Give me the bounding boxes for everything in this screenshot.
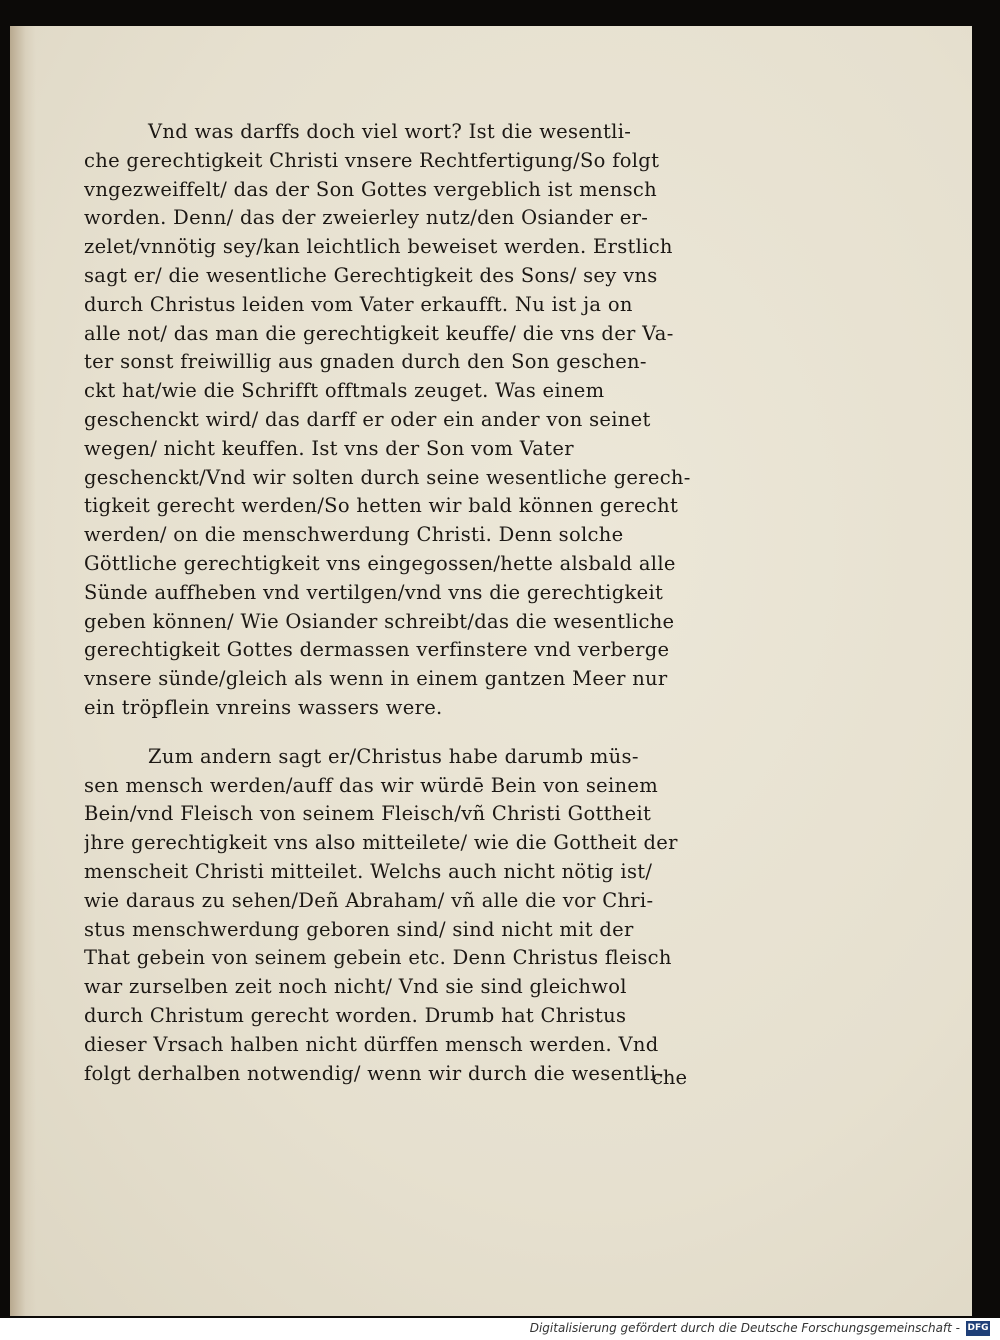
catchword: che [652, 1066, 688, 1089]
paragraph-1 [84, 118, 712, 723]
text-line: sen mensch werden/auff das wir würdē Bein von seinem [84, 773, 659, 797]
text-line: geschenckt/Vnd wir solten durch seine wesentliche gerech- [84, 465, 691, 489]
text-line: durch Christum gerecht worden. Drumb hat Christus [84, 1003, 627, 1027]
text-line: dieser Vrsach halben nicht dürffen mensch werden. Vnd [84, 1032, 659, 1056]
text-line: stus menschwerdung geboren sind/ sind nicht mit der [84, 917, 634, 941]
text-line: werden/ on die menschwerdung Christi. Denn solche [84, 523, 624, 547]
text-line: tigkeit gerecht werden/So hetten wir bald können gerecht [84, 494, 679, 518]
text-line: war zurselben zeit noch nicht/ Vnd sie sind gleichwol [84, 975, 627, 999]
text-line: That gebein von seinem gebein etc. Denn Christus fleisch [84, 946, 672, 970]
text-line: Bein/vnd Fleisch von seinem Fleisch/vñ Christi Gottheit [84, 802, 652, 826]
text-line: wie daraus zu sehen/Deñ Abraham/ vñ alle die vor Chri- [84, 888, 654, 912]
dfg-logo: DFG [966, 1321, 990, 1336]
text-line: folgt derhalben notwendig/ wenn wir durch die wesentli- [84, 1061, 664, 1085]
text-line: durch Christus leiden vom Vater erkaufft. Nu ist ja on [84, 292, 633, 316]
text-line: ter sonst freiwillig aus gnaden durch den Son geschen- [84, 350, 647, 374]
text-line: che gerechtigkeit Christi vnsere Rechtfertigung/So folgt [84, 148, 660, 172]
text-line: vngezweiffelt/ das der Son Gottes vergeblich ist mensch [84, 177, 657, 201]
paragraph-gap [84, 723, 712, 743]
text-line: Sünde auffheben vnd vertilgen/vnd vns die gerechtigkeit [84, 580, 664, 604]
text-line: wegen/ nicht keuffen. Ist vns der Son vom Vater [84, 436, 574, 460]
funding-credit: Digitalisierung gefördert durch die Deutsche Forschungsgemeinschaft - [529, 1321, 960, 1335]
text-line: geschenckt wird/ das darff er oder ein ander von seinet [84, 407, 651, 431]
text-line: menscheit Christi mitteilet. Welchs auch nicht nötig ist/ [84, 859, 653, 883]
text-line: geben können/ Wie Osiander schreibt/das die wesentliche [84, 609, 675, 633]
text-line: Vnd was darffs doch viel wort? Ist die wesentli- [148, 120, 632, 143]
text-line: ckt hat/wie die Schrifft offtmals zeuget. Was einem [84, 379, 605, 403]
text-line: ein tröpflein vnreins wassers were. [84, 695, 443, 719]
body-text [84, 118, 712, 1088]
text-line: jhre gerechtigkeit vns also mitteilete/ wie die Gottheit der [84, 831, 678, 855]
text-line: Göttliche gerechtigkeit vns eingegossen/hette alsbald alle [84, 551, 676, 575]
text-line: alle not/ das man die gerechtigkeit keuffe/ die vns der Va- [84, 321, 674, 345]
page-gutter [10, 26, 36, 1316]
text-line: zelet/vnnötig sey/kan leichtlich beweiset werden. Erstlich [84, 235, 673, 259]
text-line: vnsere sünde/gleich als wenn in einem gantzen Meer nur [84, 667, 668, 691]
text-line: sagt er/ die wesentliche Gerechtigkeit des Sons/ sey vns [84, 263, 658, 287]
paragraph-2 [84, 743, 712, 1089]
text-line: Zum andern sagt er/Christus habe darumb müs- [148, 744, 639, 768]
text-line: gerechtigkeit Gottes dermassen verfinstere vnd verberge [84, 638, 670, 662]
text-line: worden. Denn/ das der zweierley nutz/den Osiander er- [84, 206, 649, 230]
